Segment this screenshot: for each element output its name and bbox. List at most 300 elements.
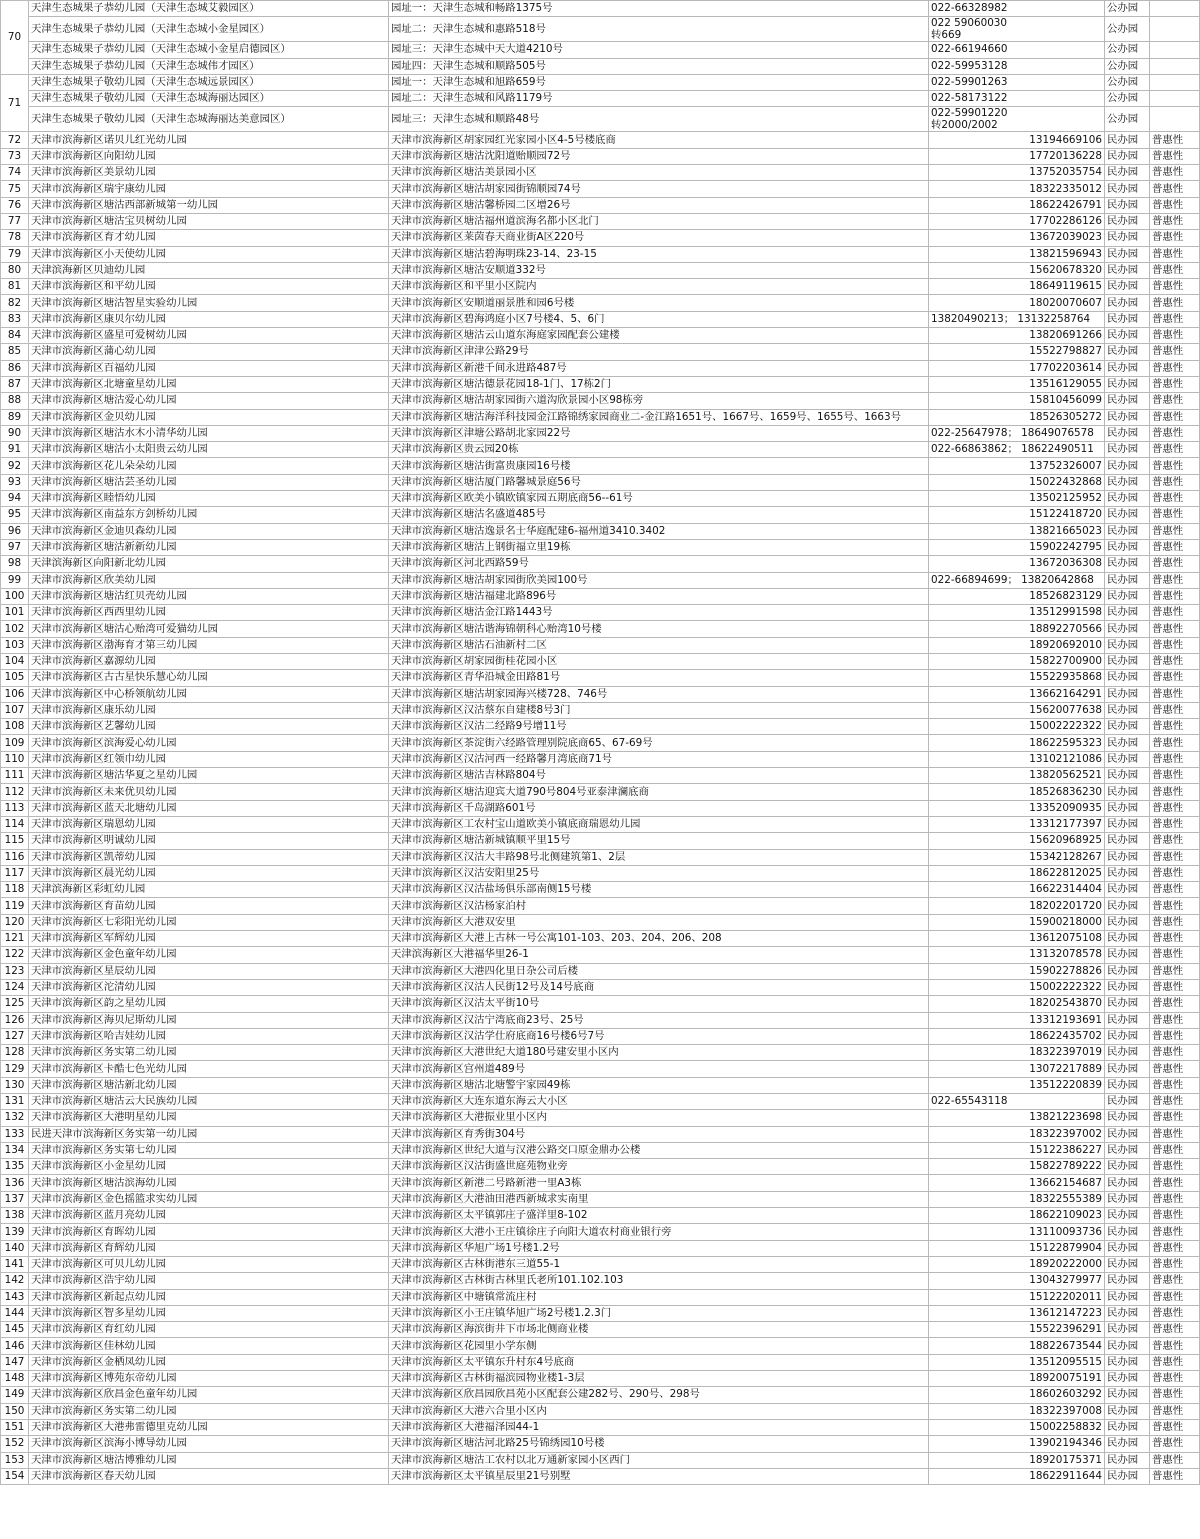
row-number: 119 — [1, 898, 29, 914]
school-type: 民办园 — [1105, 1126, 1150, 1142]
table-row — [1, 735, 1200, 751]
school-type: 民办园 — [1105, 882, 1150, 898]
phone: 13821596943 — [929, 246, 1105, 262]
school-type: 民办园 — [1105, 132, 1150, 148]
table-row — [1, 344, 1200, 360]
category: 普惠性 — [1150, 1436, 1200, 1452]
address: 天津市滨海新区碧海鸿庭小区7号楼4、5、6门 — [389, 311, 929, 327]
row-number: 94 — [1, 491, 29, 507]
kindergarten-name: 天津市滨海新区大港弗雷德里克幼儿园 — [29, 1419, 389, 1435]
table-row — [1, 1273, 1200, 1289]
school-type: 民办园 — [1105, 344, 1150, 360]
category: 普惠性 — [1150, 1468, 1200, 1484]
school-type: 民办园 — [1105, 702, 1150, 718]
school-type: 民办园 — [1105, 996, 1150, 1012]
category — [1150, 74, 1200, 90]
address: 天津市滨海新区大港振业里小区内 — [389, 1110, 929, 1126]
row-number: 140 — [1, 1240, 29, 1256]
table-row — [1, 653, 1200, 669]
table-row — [1, 1403, 1200, 1419]
phone: 13312193691 — [929, 1012, 1105, 1028]
category: 普惠性 — [1150, 409, 1200, 425]
address: 天津市滨海新区汉沽街盛世庭苑物业旁 — [389, 1159, 929, 1175]
address: 天津市滨海新区汉沽人民街12号及14号底商 — [389, 979, 929, 995]
kindergarten-name: 天津市滨海新区瑞恩幼儿园 — [29, 816, 389, 832]
phone: 15022432868 — [929, 474, 1105, 490]
table-row — [1, 295, 1200, 311]
table-row — [1, 409, 1200, 425]
row-number: 116 — [1, 849, 29, 865]
category: 普惠性 — [1150, 523, 1200, 539]
phone: 16622314404 — [929, 882, 1105, 898]
school-type: 民办园 — [1105, 800, 1150, 816]
address: 天津市滨海新区新港二号路新港一里A3栋 — [389, 1175, 929, 1191]
kindergarten-name: 天津市滨海新区蒲心幼儿园 — [29, 344, 389, 360]
table-row — [1, 42, 1200, 58]
category: 普惠性 — [1150, 1191, 1200, 1207]
table-row — [1, 849, 1200, 865]
phone: 13102121086 — [929, 751, 1105, 767]
address: 天津市滨海新区青华沿城金田路81号 — [389, 670, 929, 686]
row-number: 144 — [1, 1305, 29, 1321]
school-type: 民办园 — [1105, 295, 1150, 311]
row-number: 97 — [1, 539, 29, 555]
category: 普惠性 — [1150, 328, 1200, 344]
kindergarten-name: 天津市滨海新区金色摇篮求实幼儿园 — [29, 1191, 389, 1207]
phone: 18920692010 — [929, 637, 1105, 653]
kindergarten-name: 天津市滨海新区七彩阳光幼儿园 — [29, 914, 389, 930]
kindergarten-name: 天津市滨海新区睦悟幼儿园 — [29, 491, 389, 507]
category: 普惠性 — [1150, 572, 1200, 588]
phone: 13820490213； 13132258764 — [929, 311, 1105, 327]
address: 天津市滨海新区汉沽学仕府底商16号楼6号7号 — [389, 1028, 929, 1044]
table-row — [1, 800, 1200, 816]
kindergarten-name: 天津生态城果子敬幼儿园（天津生态城远景园区） — [29, 74, 389, 90]
phone: 18622595323 — [929, 735, 1105, 751]
row-number: 128 — [1, 1045, 29, 1061]
address: 天津市滨海新区塘沽金江路1443号 — [389, 605, 929, 621]
kindergarten-name: 天津市滨海新区塘沽红贝壳幼儿园 — [29, 588, 389, 604]
kindergarten-name: 天津市滨海新区育辉幼儿园 — [29, 1240, 389, 1256]
table-row — [1, 605, 1200, 621]
table-row — [1, 1305, 1200, 1321]
row-number: 124 — [1, 979, 29, 995]
phone: 13672039023 — [929, 230, 1105, 246]
school-type: 民办园 — [1105, 1224, 1150, 1240]
school-type: 民办园 — [1105, 1240, 1150, 1256]
phone: 18602603292 — [929, 1387, 1105, 1403]
table-row — [1, 931, 1200, 947]
kindergarten-name: 天津市滨海新区塘沽芸圣幼儿园 — [29, 474, 389, 490]
address: 天津市滨海新区汉沽宁湾底商23号、25号 — [389, 1012, 929, 1028]
school-type: 民办园 — [1105, 1208, 1150, 1224]
phone: 13072217889 — [929, 1061, 1105, 1077]
school-type: 民办园 — [1105, 1061, 1150, 1077]
phone: 022-65543118 — [929, 1094, 1105, 1110]
row-number: 110 — [1, 751, 29, 767]
category: 普惠性 — [1150, 670, 1200, 686]
phone: 13194669106 — [929, 132, 1105, 148]
address: 天津市滨海新区塘沽福建北路896号 — [389, 588, 929, 604]
table-row — [1, 556, 1200, 572]
address: 天津市滨海新区大连东道东海云大小区 — [389, 1094, 929, 1110]
table-row — [1, 1256, 1200, 1272]
kindergarten-name: 天津市滨海新区康贝尔幼儿园 — [29, 311, 389, 327]
kindergarten-name: 天津市滨海新区塘沽华夏之星幼儿园 — [29, 768, 389, 784]
phone: 15822789222 — [929, 1159, 1105, 1175]
kindergarten-name: 天津市滨海新区育晖幼儿园 — [29, 1224, 389, 1240]
phone: 18920222000 — [929, 1256, 1105, 1272]
address: 天津市滨海新区大港世纪大道180号建安里小区内 — [389, 1045, 929, 1061]
row-number: 142 — [1, 1273, 29, 1289]
address: 天津市滨海新区汉沽太平街10号 — [389, 996, 929, 1012]
school-type: 民办园 — [1105, 165, 1150, 181]
school-type: 民办园 — [1105, 686, 1150, 702]
row-number: 76 — [1, 197, 29, 213]
phone: 13312177397 — [929, 816, 1105, 832]
address: 天津市滨海新区河北西路59号 — [389, 556, 929, 572]
school-type: 公办园 — [1105, 58, 1150, 74]
address: 天津市滨海新区塘沽迎宾大道790号804号亚泰津澜底商 — [389, 784, 929, 800]
table-row — [1, 1354, 1200, 1370]
category: 普惠性 — [1150, 230, 1200, 246]
category: 普惠性 — [1150, 882, 1200, 898]
kindergarten-name: 天津市滨海新区育红幼儿园 — [29, 1322, 389, 1338]
row-number: 108 — [1, 719, 29, 735]
category — [1150, 58, 1200, 74]
school-type: 公办园 — [1105, 107, 1150, 132]
phone: 13612147223 — [929, 1305, 1105, 1321]
category: 普惠性 — [1150, 800, 1200, 816]
school-type: 民办园 — [1105, 1012, 1150, 1028]
category: 普惠性 — [1150, 425, 1200, 441]
phone: 15122386227 — [929, 1142, 1105, 1158]
address: 园址一：天津生态城和旭路659号 — [389, 74, 929, 90]
phone: 15620077638 — [929, 702, 1105, 718]
address: 天津市滨海新区津津公路29号 — [389, 344, 929, 360]
row-number: 98 — [1, 556, 29, 572]
category: 普惠性 — [1150, 914, 1200, 930]
table-row — [1, 17, 1200, 42]
address: 天津市滨海新区塘沽谐海锦朝科心贻湾10号楼 — [389, 621, 929, 637]
kindergarten-name: 天津生态城果子恭幼儿园（天津生态城小金星启德园区） — [29, 42, 389, 58]
kindergarten-name: 天津市滨海新区塘沽博雅幼儿园 — [29, 1452, 389, 1468]
school-type: 民办园 — [1105, 833, 1150, 849]
kindergarten-name: 天津市滨海新区塘沽宝贝树幼儿园 — [29, 213, 389, 229]
phone: 13516129055 — [929, 376, 1105, 392]
phone: 022-66863862； 18622490511 — [929, 442, 1105, 458]
category — [1150, 17, 1200, 42]
phone: 13512220839 — [929, 1077, 1105, 1093]
table-row — [1, 1175, 1200, 1191]
address: 天津市滨海新区海滨街井下市场北侧商业楼 — [389, 1322, 929, 1338]
table-row — [1, 523, 1200, 539]
row-number: 95 — [1, 507, 29, 523]
kindergarten-name: 天津生态城果子恭幼儿园（天津生态城艾毅园区） — [29, 1, 389, 17]
address: 园址三：天津生态城和顺路48号 — [389, 107, 929, 132]
category: 普惠性 — [1150, 1419, 1200, 1435]
kindergarten-name: 天津市滨海新区博苑东帝幼儿园 — [29, 1371, 389, 1387]
address: 天津市滨海新区胡家园红光家园小区4-5号楼底商 — [389, 132, 929, 148]
row-number: 149 — [1, 1387, 29, 1403]
table-row — [1, 702, 1200, 718]
row-number: 73 — [1, 148, 29, 164]
kindergarten-name: 天津市滨海新区瑞宇康幼儿园 — [29, 181, 389, 197]
phone: 13820691266 — [929, 328, 1105, 344]
phone: 17720136228 — [929, 148, 1105, 164]
row-number: 112 — [1, 784, 29, 800]
row-number: 84 — [1, 328, 29, 344]
table-row — [1, 898, 1200, 914]
row-number: 75 — [1, 181, 29, 197]
school-type: 民办园 — [1105, 1371, 1150, 1387]
kindergarten-name: 民进天津市滨海新区务实第一幼儿园 — [29, 1126, 389, 1142]
table-row — [1, 1012, 1200, 1028]
table-row — [1, 425, 1200, 441]
kindergarten-name: 天津市滨海新区哈吉娃幼儿园 — [29, 1028, 389, 1044]
address: 天津市滨海新区宫州道489号 — [389, 1061, 929, 1077]
table-row — [1, 719, 1200, 735]
school-type: 民办园 — [1105, 360, 1150, 376]
address: 天津市滨海新区欧美小镇欧镇家园五期底商56--61号 — [389, 491, 929, 507]
school-type: 民办园 — [1105, 947, 1150, 963]
table-row — [1, 328, 1200, 344]
school-type: 公办园 — [1105, 42, 1150, 58]
school-type: 民办园 — [1105, 1338, 1150, 1354]
kindergarten-name: 天津生态城果子敬幼儿园（天津生态城海丽达园区） — [29, 91, 389, 107]
category — [1150, 107, 1200, 132]
school-type: 民办园 — [1105, 1045, 1150, 1061]
address: 天津市滨海新区古林街港东三道55-1 — [389, 1256, 929, 1272]
category: 普惠性 — [1150, 1208, 1200, 1224]
category: 普惠性 — [1150, 979, 1200, 995]
kindergarten-name: 天津市滨海新区塘沽爱心幼儿园 — [29, 393, 389, 409]
kindergarten-name: 天津市滨海新区塘沽心贻湾可爱猫幼儿园 — [29, 621, 389, 637]
phone: 17702286126 — [929, 213, 1105, 229]
table-row — [1, 230, 1200, 246]
address: 天津市滨海新区塘沽胡家园街欣美园100号 — [389, 572, 929, 588]
school-type: 民办园 — [1105, 979, 1150, 995]
address: 天津市滨海新区太平镇郭庄子盛洋里8-102 — [389, 1208, 929, 1224]
row-number: 145 — [1, 1322, 29, 1338]
row-number: 107 — [1, 702, 29, 718]
table-row — [1, 588, 1200, 604]
category: 普惠性 — [1150, 1175, 1200, 1191]
school-type: 民办园 — [1105, 1322, 1150, 1338]
table-row — [1, 963, 1200, 979]
phone: 18920075191 — [929, 1371, 1105, 1387]
kindergarten-name: 天津市滨海新区未来优贝幼儿园 — [29, 784, 389, 800]
kindergarten-name: 天津市滨海新区塘沽新新幼儿园 — [29, 539, 389, 555]
kindergarten-name: 天津市滨海新区康乐幼儿园 — [29, 702, 389, 718]
table-row — [1, 1126, 1200, 1142]
table-row — [1, 1077, 1200, 1093]
category: 普惠性 — [1150, 132, 1200, 148]
phone: 18322555389 — [929, 1191, 1105, 1207]
address: 园址二：天津生态城和风路1179号 — [389, 91, 929, 107]
address: 天津市滨海新区汉沽大丰路98号北侧建筑第1、2层 — [389, 849, 929, 865]
kindergarten-name: 天津市滨海新区滨海爱心幼儿园 — [29, 735, 389, 751]
address: 天津市滨海新区世纪大道与汉港公路交口原金鼎办公楼 — [389, 1142, 929, 1158]
address: 天津市滨海新区塘沽逸景名士华庭配建6-福州道3410.3402 — [389, 523, 929, 539]
category: 普惠性 — [1150, 376, 1200, 392]
row-number: 106 — [1, 686, 29, 702]
school-type: 民办园 — [1105, 213, 1150, 229]
row-number: 70 — [1, 1, 29, 75]
row-number: 143 — [1, 1289, 29, 1305]
address: 园址四：天津生态城和顺路505号 — [389, 58, 929, 74]
address: 天津市滨海新区塘沽胡家园海兴楼728、746号 — [389, 686, 929, 702]
kindergarten-name: 天津市滨海新区古古星快乐慧心幼儿园 — [29, 670, 389, 686]
table-row — [1, 1110, 1200, 1126]
category: 普惠性 — [1150, 1273, 1200, 1289]
school-type: 公办园 — [1105, 17, 1150, 42]
phone: 15822700900 — [929, 653, 1105, 669]
kindergarten-name: 天津市滨海新区诺贝儿红光幼儿园 — [29, 132, 389, 148]
address: 天津市滨海新区塘沽德景花园18-1门、17栋2门 — [389, 376, 929, 392]
address: 天津市滨海新区新港千间永进路487号 — [389, 360, 929, 376]
category: 普惠性 — [1150, 1077, 1200, 1093]
category: 普惠性 — [1150, 556, 1200, 572]
table-row — [1, 262, 1200, 278]
school-type: 民办园 — [1105, 1077, 1150, 1093]
address: 天津市滨海新区塘沽安顺道332号 — [389, 262, 929, 278]
row-number: 104 — [1, 653, 29, 669]
school-type: 民办园 — [1105, 409, 1150, 425]
row-number: 130 — [1, 1077, 29, 1093]
category: 普惠性 — [1150, 1256, 1200, 1272]
category: 普惠性 — [1150, 653, 1200, 669]
table-row — [1, 148, 1200, 164]
school-type: 民办园 — [1105, 458, 1150, 474]
category: 普惠性 — [1150, 996, 1200, 1012]
row-number: 118 — [1, 882, 29, 898]
address: 天津市滨海新区塘沽石油新村二区 — [389, 637, 929, 653]
phone: 022-59901220 转2000/2002 — [929, 107, 1105, 132]
category: 普惠性 — [1150, 947, 1200, 963]
kindergarten-name: 天津市滨海新区沱清幼儿园 — [29, 979, 389, 995]
kindergarten-name: 天津市滨海新区欣美幼儿园 — [29, 572, 389, 588]
table-row — [1, 491, 1200, 507]
school-type: 民办园 — [1105, 425, 1150, 441]
table-row — [1, 1191, 1200, 1207]
row-number: 135 — [1, 1159, 29, 1175]
address: 天津市滨海新区塘沽吉林路804号 — [389, 768, 929, 784]
row-number: 146 — [1, 1338, 29, 1354]
category: 普惠性 — [1150, 865, 1200, 881]
table-row — [1, 1452, 1200, 1468]
address: 天津市滨海新区欣昌园欣昌苑小区配套公建282号、290号、298号 — [389, 1387, 929, 1403]
address: 天津市滨海新区中塘镇常流庄村 — [389, 1289, 929, 1305]
table-body — [1, 1, 1200, 1485]
school-type: 民办园 — [1105, 1354, 1150, 1370]
school-type: 民办园 — [1105, 1256, 1150, 1272]
category: 普惠性 — [1150, 344, 1200, 360]
table-row — [1, 996, 1200, 1012]
category: 普惠性 — [1150, 686, 1200, 702]
school-type: 民办园 — [1105, 588, 1150, 604]
category: 普惠性 — [1150, 1126, 1200, 1142]
address: 天津市滨海新区工农村宝山道欧美小镇底商瑞恩幼儿园 — [389, 816, 929, 832]
address: 天津市滨海新区大港福泽园44-1 — [389, 1419, 929, 1435]
kindergarten-name: 天津市滨海新区盛星可爱树幼儿园 — [29, 328, 389, 344]
row-number: 101 — [1, 605, 29, 621]
table-row — [1, 246, 1200, 262]
category: 普惠性 — [1150, 751, 1200, 767]
phone: 13043279977 — [929, 1273, 1105, 1289]
school-type: 民办园 — [1105, 246, 1150, 262]
table-row — [1, 1, 1200, 17]
row-number: 80 — [1, 262, 29, 278]
row-number: 113 — [1, 800, 29, 816]
table-row — [1, 1224, 1200, 1240]
category: 普惠性 — [1150, 393, 1200, 409]
phone: 18920175371 — [929, 1452, 1105, 1468]
school-type: 民办园 — [1105, 556, 1150, 572]
category: 普惠性 — [1150, 1012, 1200, 1028]
category: 普惠性 — [1150, 1240, 1200, 1256]
address: 天津市滨海新区太平镇东升村东4号底商 — [389, 1354, 929, 1370]
row-number: 148 — [1, 1371, 29, 1387]
school-type: 民办园 — [1105, 1403, 1150, 1419]
category: 普惠性 — [1150, 816, 1200, 832]
address: 天津市滨海新区小王庄镇华旭广场2号楼1.2.3门 — [389, 1305, 929, 1321]
category: 普惠性 — [1150, 1110, 1200, 1126]
category — [1150, 1, 1200, 17]
row-number: 93 — [1, 474, 29, 490]
address: 天津市滨海新区津塘公路胡北家园22号 — [389, 425, 929, 441]
address: 天津市滨海新区大港上古林一号公寓101-103、203、204、206、208 — [389, 931, 929, 947]
school-type: 民办园 — [1105, 539, 1150, 555]
phone: 18892270566 — [929, 621, 1105, 637]
kindergarten-name: 天津市滨海新区塘沽新北幼儿园 — [29, 1077, 389, 1093]
row-number: 87 — [1, 376, 29, 392]
table-row — [1, 311, 1200, 327]
kindergarten-name: 天津市滨海新区军辉幼儿园 — [29, 931, 389, 947]
row-number: 111 — [1, 768, 29, 784]
address: 天津市滨海新区汉沽二经路9号增11号 — [389, 719, 929, 735]
table-row — [1, 1436, 1200, 1452]
address: 天津市滨海新区塘沽胡家园街锦顺园74号 — [389, 181, 929, 197]
table-row — [1, 816, 1200, 832]
school-type: 民办园 — [1105, 230, 1150, 246]
category: 普惠性 — [1150, 165, 1200, 181]
phone: 13502125952 — [929, 491, 1105, 507]
table-row — [1, 1322, 1200, 1338]
row-number: 115 — [1, 833, 29, 849]
kindergarten-name: 天津市滨海新区海贝尼斯幼儿园 — [29, 1012, 389, 1028]
table-row — [1, 107, 1200, 132]
category: 普惠性 — [1150, 1322, 1200, 1338]
kindergarten-name: 天津市滨海新区向阳幼儿园 — [29, 148, 389, 164]
address: 天津市滨海新区莱茵春天商业街A区220号 — [389, 230, 929, 246]
table-row — [1, 947, 1200, 963]
row-number: 100 — [1, 588, 29, 604]
school-type: 民办园 — [1105, 735, 1150, 751]
kindergarten-name: 天津市滨海新区塘沽滨海幼儿园 — [29, 1175, 389, 1191]
address: 天津市滨海新区塘沽工农村以北万通新家园小区西门 — [389, 1452, 929, 1468]
table-row — [1, 165, 1200, 181]
category: 普惠性 — [1150, 360, 1200, 376]
school-type: 民办园 — [1105, 523, 1150, 539]
row-number: 102 — [1, 621, 29, 637]
phone: 13512095515 — [929, 1354, 1105, 1370]
school-type: 民办园 — [1105, 605, 1150, 621]
phone: 13752035754 — [929, 165, 1105, 181]
table-row — [1, 458, 1200, 474]
school-type: 民办园 — [1105, 898, 1150, 914]
phone: 15122418720 — [929, 507, 1105, 523]
